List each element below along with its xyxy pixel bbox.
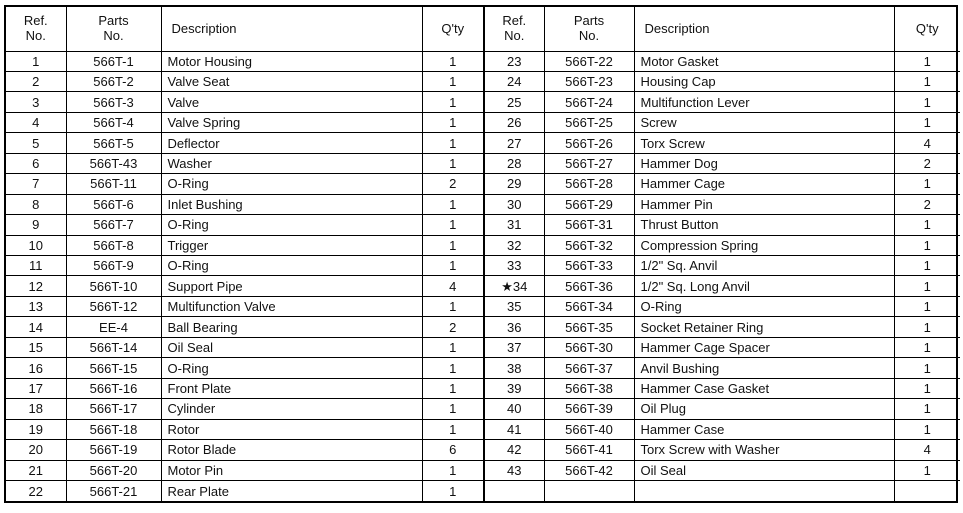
ref-no-cell: 9: [6, 215, 66, 235]
ref-no-cell: 6: [6, 153, 66, 173]
description-cell: O-Ring: [161, 215, 422, 235]
description-cell: Trigger: [161, 235, 422, 255]
part-no-cell: 566T-30: [544, 337, 634, 357]
part-no-cell: 566T-28: [544, 174, 634, 194]
description-cell: Compression Spring: [634, 235, 894, 255]
description-cell: Motor Gasket: [634, 51, 894, 71]
ref-no-header: Ref. No.: [6, 7, 66, 51]
ref-no-cell: ★34: [484, 276, 544, 296]
part-no-cell: 566T-36: [544, 276, 634, 296]
description-cell: Multifunction Lever: [634, 92, 894, 112]
table-row: [6, 481, 960, 501]
description-cell: Hammer Cage Spacer: [634, 337, 894, 357]
part-no-cell: 566T-25: [544, 112, 634, 132]
qty-cell: 1: [422, 235, 484, 255]
qty-cell: 1: [422, 92, 484, 112]
table-row: [6, 337, 960, 357]
part-no-cell: 566T-12: [66, 296, 161, 316]
description-cell: Valve: [161, 92, 422, 112]
description-cell: O-Ring: [161, 174, 422, 194]
parts-list-table: [6, 7, 960, 501]
qty-cell: 1: [422, 419, 484, 439]
part-no-cell: 566T-39: [544, 399, 634, 419]
qty-cell: 1: [894, 378, 960, 398]
part-no-cell: 566T-4: [66, 112, 161, 132]
ref-no-cell: 25: [484, 92, 544, 112]
ref-no-cell: 3: [6, 92, 66, 112]
qty-cell: 1: [422, 71, 484, 91]
qty-cell: 4: [422, 276, 484, 296]
qty-cell: 1: [894, 296, 960, 316]
description-cell: Thrust Button: [634, 215, 894, 235]
ref-no-cell: 12: [6, 276, 66, 296]
qty-cell: 1: [894, 112, 960, 132]
part-no-cell: 566T-2: [66, 71, 161, 91]
ref-no-cell: 41: [484, 419, 544, 439]
ref-no-cell: 20: [6, 440, 66, 460]
table-row: [6, 460, 960, 480]
part-no-cell: 566T-24: [544, 92, 634, 112]
table-row: [6, 276, 960, 296]
qty-cell: 1: [894, 92, 960, 112]
qty-cell: 1: [422, 112, 484, 132]
description-cell: O-Ring: [161, 358, 422, 378]
ref-no-cell: 42: [484, 440, 544, 460]
qty-header: Q'ty: [422, 7, 484, 51]
qty-cell: 1: [894, 51, 960, 71]
table-row: [6, 296, 960, 316]
qty-cell: 1: [894, 317, 960, 337]
qty-cell: 2: [422, 174, 484, 194]
parts-no-header: Parts No.: [544, 7, 634, 51]
qty-cell: 1: [422, 194, 484, 214]
qty-cell: 1: [422, 153, 484, 173]
part-no-cell: 566T-40: [544, 419, 634, 439]
table-row: [6, 112, 960, 132]
part-no-cell: 566T-31: [544, 215, 634, 235]
part-no-cell: 566T-3: [66, 92, 161, 112]
qty-cell: 1: [894, 460, 960, 480]
description-cell: Anvil Bushing: [634, 358, 894, 378]
ref-no-cell: 38: [484, 358, 544, 378]
description-cell: Inlet Bushing: [161, 194, 422, 214]
qty-cell: 1: [422, 399, 484, 419]
part-no-cell: 566T-9: [66, 256, 161, 276]
description-cell: Hammer Dog: [634, 153, 894, 173]
description-cell: O-Ring: [161, 256, 422, 276]
description-cell: Front Plate: [161, 378, 422, 398]
qty-cell: 1: [422, 215, 484, 235]
qty-cell: 1: [422, 378, 484, 398]
part-no-cell: 566T-6: [66, 194, 161, 214]
description-cell: Housing Cap: [634, 71, 894, 91]
description-cell: 1/2" Sq. Anvil: [634, 256, 894, 276]
description-cell: [634, 481, 894, 501]
description-cell: Rear Plate: [161, 481, 422, 501]
qty-cell: 4: [894, 440, 960, 460]
description-cell: Rotor Blade: [161, 440, 422, 460]
part-no-cell: 566T-42: [544, 460, 634, 480]
ref-no-cell: 10: [6, 235, 66, 255]
qty-cell: 1: [422, 256, 484, 276]
part-no-cell: 566T-20: [66, 460, 161, 480]
description-cell: Multifunction Valve: [161, 296, 422, 316]
qty-cell: 1: [894, 419, 960, 439]
description-cell: Torx Screw: [634, 133, 894, 153]
table-row: [6, 92, 960, 112]
table-row: [6, 440, 960, 460]
part-no-cell: 566T-19: [66, 440, 161, 460]
description-cell: Oil Seal: [634, 460, 894, 480]
part-no-cell: 566T-41: [544, 440, 634, 460]
qty-cell: 1: [422, 481, 484, 501]
ref-no-cell: 19: [6, 419, 66, 439]
table-row: [6, 51, 960, 71]
table-row: [6, 317, 960, 337]
table-row: [6, 419, 960, 439]
part-no-cell: 566T-29: [544, 194, 634, 214]
ref-no-cell: 40: [484, 399, 544, 419]
description-cell: Motor Housing: [161, 51, 422, 71]
description-header: Description: [161, 7, 422, 51]
qty-cell: 1: [894, 235, 960, 255]
part-no-cell: 566T-18: [66, 419, 161, 439]
qty-cell: 4: [894, 133, 960, 153]
part-no-cell: 566T-16: [66, 378, 161, 398]
qty-cell: 1: [894, 276, 960, 296]
qty-cell: 1: [894, 337, 960, 357]
description-cell: Valve Seat: [161, 71, 422, 91]
description-cell: Hammer Case Gasket: [634, 378, 894, 398]
qty-cell: [894, 481, 960, 501]
part-no-cell: 566T-11: [66, 174, 161, 194]
part-no-cell: 566T-43: [66, 153, 161, 173]
ref-no-cell: 32: [484, 235, 544, 255]
qty-cell: 1: [894, 215, 960, 235]
part-no-cell: [544, 481, 634, 501]
header-row: [6, 7, 960, 51]
part-no-cell: 566T-21: [66, 481, 161, 501]
part-no-cell: EE-4: [66, 317, 161, 337]
part-no-cell: 566T-37: [544, 358, 634, 378]
table-row: [6, 194, 960, 214]
description-cell: Rotor: [161, 419, 422, 439]
table-row: [6, 378, 960, 398]
ref-no-cell: 18: [6, 399, 66, 419]
part-no-cell: 566T-23: [544, 71, 634, 91]
part-no-cell: 566T-5: [66, 133, 161, 153]
qty-cell: 1: [422, 296, 484, 316]
ref-no-cell: 43: [484, 460, 544, 480]
ref-no-cell: 29: [484, 174, 544, 194]
qty-header: Q'ty: [894, 7, 960, 51]
description-cell: Hammer Case: [634, 419, 894, 439]
ref-no-cell: 11: [6, 256, 66, 276]
description-cell: Hammer Pin: [634, 194, 894, 214]
table-row: [6, 235, 960, 255]
part-no-cell: 566T-32: [544, 235, 634, 255]
part-no-cell: 566T-7: [66, 215, 161, 235]
table-row: [6, 215, 960, 235]
ref-no-cell: 36: [484, 317, 544, 337]
part-no-cell: 566T-22: [544, 51, 634, 71]
part-no-cell: 566T-1: [66, 51, 161, 71]
qty-cell: 6: [422, 440, 484, 460]
qty-cell: 2: [422, 317, 484, 337]
part-no-cell: 566T-8: [66, 235, 161, 255]
part-no-cell: 566T-35: [544, 317, 634, 337]
ref-no-cell: 4: [6, 112, 66, 132]
part-no-cell: 566T-15: [66, 358, 161, 378]
table-row: [6, 174, 960, 194]
description-cell: Valve Spring: [161, 112, 422, 132]
part-no-cell: 566T-10: [66, 276, 161, 296]
qty-cell: 1: [894, 399, 960, 419]
part-no-cell: 566T-27: [544, 153, 634, 173]
parts-no-header: Parts No.: [66, 7, 161, 51]
description-cell: 1/2" Sq. Long Anvil: [634, 276, 894, 296]
parts-list-table-frame: [4, 5, 958, 503]
ref-no-cell: 33: [484, 256, 544, 276]
description-cell: Support Pipe: [161, 276, 422, 296]
ref-no-cell: 14: [6, 317, 66, 337]
description-cell: Oil Plug: [634, 399, 894, 419]
ref-no-cell: 8: [6, 194, 66, 214]
description-cell: Oil Seal: [161, 337, 422, 357]
part-no-cell: 566T-17: [66, 399, 161, 419]
part-no-cell: 566T-34: [544, 296, 634, 316]
qty-cell: 1: [894, 174, 960, 194]
description-cell: Hammer Cage: [634, 174, 894, 194]
qty-cell: 1: [894, 358, 960, 378]
table-row: [6, 358, 960, 378]
ref-no-cell: 31: [484, 215, 544, 235]
ref-no-cell: 30: [484, 194, 544, 214]
part-no-cell: 566T-26: [544, 133, 634, 153]
qty-cell: 1: [422, 358, 484, 378]
ref-no-cell: [484, 481, 544, 501]
description-cell: Deflector: [161, 133, 422, 153]
ref-no-cell: 37: [484, 337, 544, 357]
qty-cell: 1: [422, 133, 484, 153]
qty-cell: 1: [422, 337, 484, 357]
ref-no-cell: 26: [484, 112, 544, 132]
qty-cell: 1: [422, 51, 484, 71]
ref-no-cell: 28: [484, 153, 544, 173]
description-cell: Ball Bearing: [161, 317, 422, 337]
description-cell: O-Ring: [634, 296, 894, 316]
ref-no-cell: 15: [6, 337, 66, 357]
part-no-cell: 566T-14: [66, 337, 161, 357]
ref-no-header: Ref. No.: [484, 7, 544, 51]
ref-no-cell: 22: [6, 481, 66, 501]
part-no-cell: 566T-33: [544, 256, 634, 276]
qty-cell: 1: [894, 256, 960, 276]
description-cell: Washer: [161, 153, 422, 173]
table-row: [6, 399, 960, 419]
qty-cell: 2: [894, 153, 960, 173]
table-row: [6, 133, 960, 153]
qty-cell: 1: [894, 71, 960, 91]
ref-no-cell: 5: [6, 133, 66, 153]
description-header: Description: [634, 7, 894, 51]
ref-no-cell: 16: [6, 358, 66, 378]
description-cell: Motor Pin: [161, 460, 422, 480]
ref-no-cell: 24: [484, 71, 544, 91]
ref-no-cell: 35: [484, 296, 544, 316]
ref-no-cell: 7: [6, 174, 66, 194]
table-row: [6, 256, 960, 276]
ref-no-cell: 39: [484, 378, 544, 398]
table-row: [6, 71, 960, 91]
ref-no-cell: 27: [484, 133, 544, 153]
table-row: [6, 153, 960, 173]
description-cell: Torx Screw with Washer: [634, 440, 894, 460]
ref-no-cell: 21: [6, 460, 66, 480]
description-cell: Socket Retainer Ring: [634, 317, 894, 337]
part-no-cell: 566T-38: [544, 378, 634, 398]
ref-no-cell: 13: [6, 296, 66, 316]
description-cell: Cylinder: [161, 399, 422, 419]
ref-no-cell: 23: [484, 51, 544, 71]
description-cell: Screw: [634, 112, 894, 132]
qty-cell: 1: [422, 460, 484, 480]
ref-no-cell: 17: [6, 378, 66, 398]
ref-no-cell: 1: [6, 51, 66, 71]
qty-cell: 2: [894, 194, 960, 214]
ref-no-cell: 2: [6, 71, 66, 91]
